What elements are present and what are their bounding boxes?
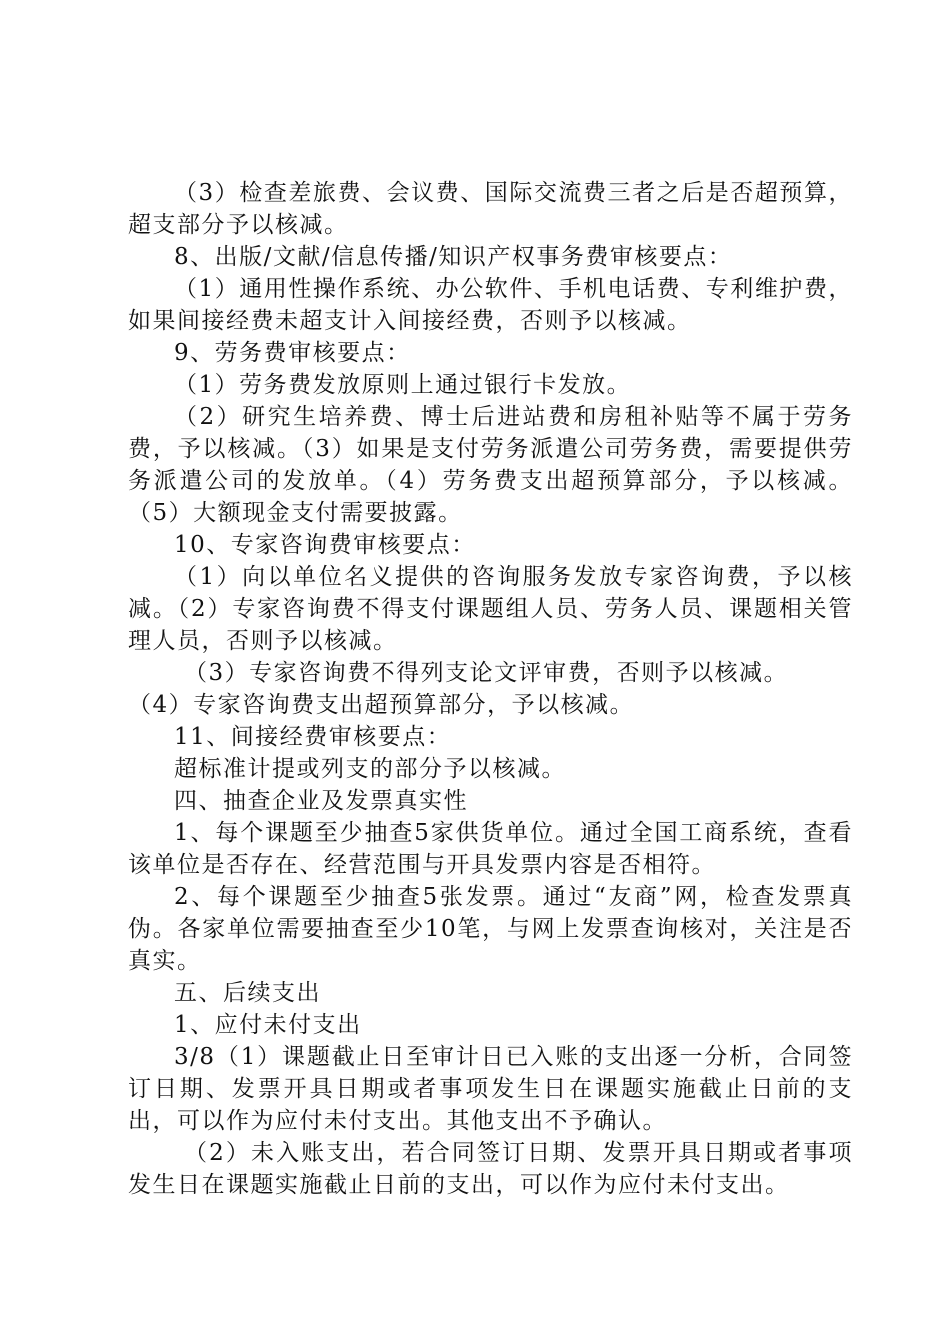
paragraph: （3）检查差旅费、会议费、国际交流费三者之后是否超预算，超支部分予以核减。 <box>128 180 853 238</box>
paragraph: 9、劳务费审核要点： <box>174 340 411 366</box>
paragraph: （4）专家咨询费支出超预算部分，予以核减。 <box>128 692 635 718</box>
paragraph: 11、间接经费审核要点： <box>174 724 452 750</box>
paragraph: 1、每个课题至少抽查5家供货单位。通过全国工商系统，查看该单位是否存在、经营范围与开具发票内容是否相符。 <box>128 820 853 878</box>
paragraph: （1）劳务费发放原则上通过银行卡发放。 <box>174 372 632 398</box>
paragraph: （1）向以单位名义提供的咨询服务发放专家咨询费，予以核减。（2）专家咨询费不得支付课题组人员、劳务人员、课题相关管理人员，否则予以核减。 <box>128 564 853 654</box>
document-body <box>128 177 853 1201</box>
paragraph: 10、专家咨询费审核要点： <box>174 532 476 558</box>
paragraph: （2）研究生培养费、博士后进站费和房租补贴等不属于劳务费，予以核减。（3）如果是支付劳务派遣公司劳务费，需要提供劳务派遣公司的发放单。（4）劳务费支出超预算部分，予以核减。（5）大额现金支付需要披露。 <box>128 404 853 526</box>
paragraph: 8、出版/文献/信息传播/知识产权事务费审核要点： <box>174 244 733 270</box>
section-heading: 五、后续支出 <box>174 980 321 1006</box>
paragraph: 超标准计提或列支的部分予以核减。 <box>174 756 566 782</box>
paragraph: （3）专家咨询费不得列支论文评审费，否则予以核减。 <box>184 660 789 686</box>
paragraph: 1、应付未付支出 <box>174 1012 362 1038</box>
paragraph: （1）通用性操作系统、办公软件、手机电话费、专利维护费，如果间接经费未超支计入间接经费，否则予以核减。 <box>128 276 853 334</box>
paragraph: 3/8（1）课题截止日至审计日已入账的支出逐一分析，合同签订日期、发票开具日期或者事项发生日在课题实施截止日前的支出，可以作为应付未付支出。其他支出不予确认。 <box>128 1044 853 1134</box>
paragraph: 2、每个课题至少抽查5张发票。通过“友商”网，检查发票真伪。各家单位需要抽查至少10笔，与网上发票查询核对，关注是否真实。 <box>128 884 853 974</box>
section-heading: 四、抽查企业及发票真实性 <box>174 788 468 814</box>
paragraph: （2）未入账支出，若合同签订日期、发票开具日期或者事项发生日在课题实施截止日前的支出，可以作为应付未付支出。 <box>128 1140 853 1198</box>
